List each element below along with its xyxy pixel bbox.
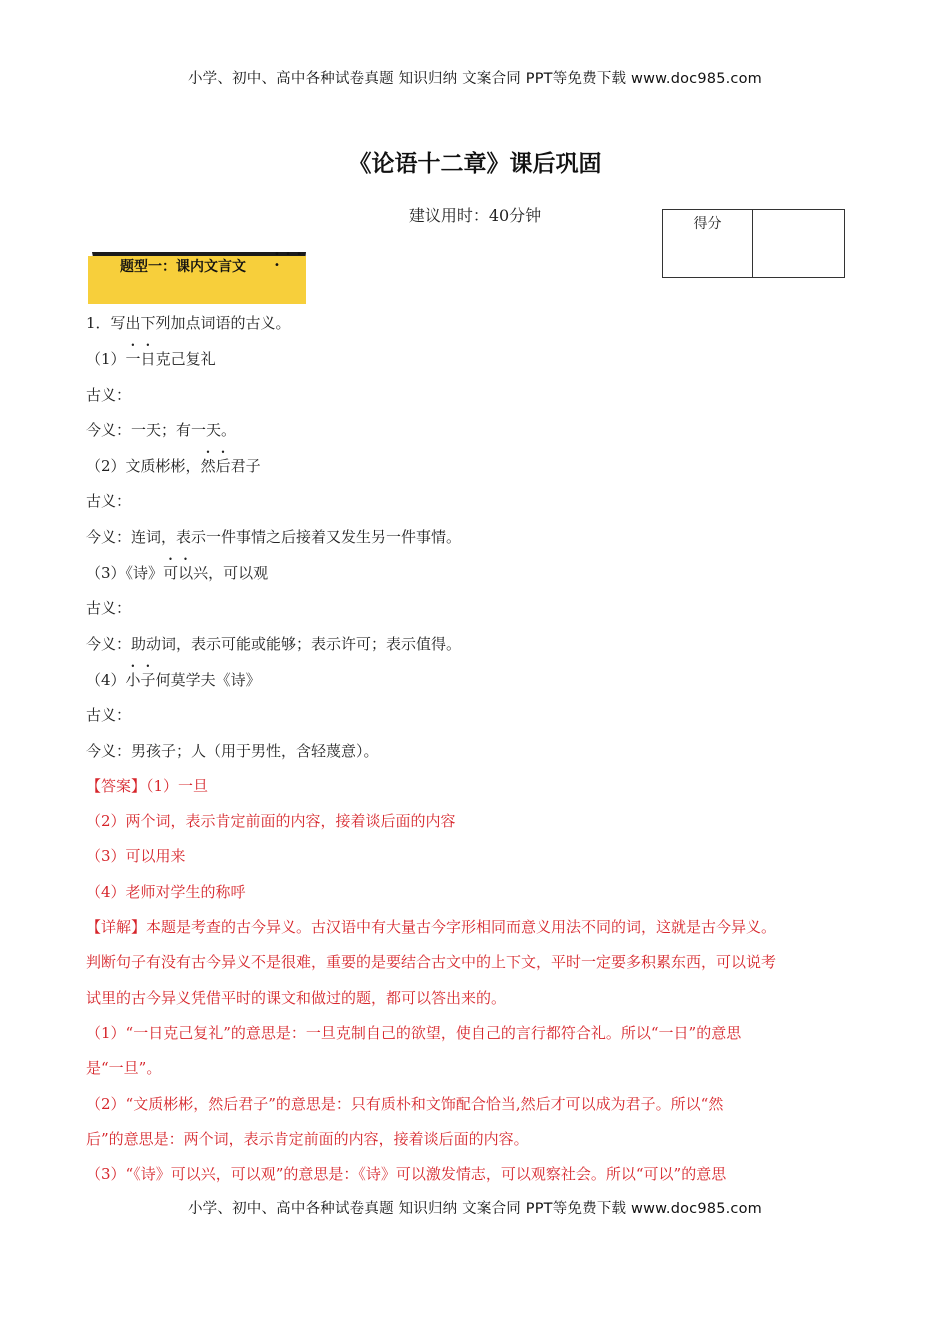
explanation-tag: 【详解】 (86, 918, 147, 937)
explanation-line: 是“一旦”。 (86, 1059, 162, 1078)
section-banner (84, 249, 310, 310)
score-box (662, 209, 845, 278)
question-item: （1）一日克己复礼 (86, 350, 216, 369)
footer-banner: 小学、初中、高中各种试卷真题 知识归纳 文案合同 PPT等免费下载 www.doc985.com (187, 1201, 763, 1217)
ancient-meaning-label: 古义： (86, 599, 132, 618)
answer-line: （4）老师对学生的称呼 (86, 882, 246, 901)
header-banner: 小学、初中、高中各种试卷真题 知识归纳 文案合同 PPT等免费下载 www.doc985.com (187, 71, 763, 87)
suggested-time: 建议用时：40分钟 (408, 206, 542, 225)
answer-line: （3）可以用来 (86, 847, 186, 866)
answer-tag: 【答案】 (86, 776, 147, 795)
ancient-meaning-label: 古义： (86, 706, 132, 725)
explanation-line: 试里的古今异义凭借平时的课文和做过的题，都可以答出来的。 (86, 988, 507, 1007)
banner-dots-decoration: • • • • (274, 249, 304, 271)
explanation-line: 【详解】本题是考查的古今异义。古汉语中有大量古今字形相同而意义用法不同的词，这就是古今异义。 (86, 918, 777, 937)
modern-meaning: 今义：连词，表示一件事情之后接着又发生另一件事情。 (86, 527, 462, 546)
dotted-word: 一日 (125, 350, 156, 369)
question-content (86, 306, 861, 1192)
question-item: （2）文质彬彬，然后君子 (86, 457, 261, 476)
explanation-line: 判断句子有没有古今异义不是很难，重要的是要结合古文中的上下文，平时一定要多积累东西，可以说考 (86, 953, 777, 972)
question-item: （4）小子何莫学夫《诗》 (86, 670, 261, 689)
modern-meaning: 今义：助动词，表示可能或能够；表示许可；表示值得。 (86, 634, 462, 653)
answer-line: 【答案】（1）一旦 (86, 776, 209, 795)
explanation-line: 后”的意思是：两个词，表示肯定前面的内容，接着谈后面的内容。 (86, 1129, 529, 1148)
explanation-line: （2）“文质彬彬，然后君子”的意思是：只有质朴和文饰配合恰当,然后才可以成为君子。所以“然 (86, 1094, 724, 1113)
dotted-word: 小子 (125, 670, 156, 689)
question-item: （3）《诗》可以兴，可以观 (86, 564, 269, 583)
dotted-word: 然后 (200, 457, 231, 476)
dotted-word: 可以 (163, 564, 194, 583)
page-title: 《论语十二章》课后巩固 (348, 151, 602, 177)
section-label: 题型一：课内文言文 (120, 259, 246, 275)
modern-meaning: 今义：一天；有一天。 (86, 420, 237, 439)
answer-line: （2）两个词，表示肯定前面的内容，接着谈后面的内容 (86, 812, 456, 831)
ancient-meaning-label: 古义： (86, 492, 132, 511)
explanation-line: （3）“《诗》可以兴，可以观”的意思是：《诗》可以激发情志，可以观察社会。所以“可以”的意思 (86, 1165, 727, 1184)
explanation-line: （1）“一日克己复礼”的意思是：一旦克制自己的欲望，使自己的言行都符合礼。所以“一日”的意思 (86, 1023, 742, 1042)
question-prompt: 1．写出下列加点词语的古义。 (86, 314, 291, 332)
modern-meaning: 今义：男孩子；人（用于男性，含轻蔑意）。 (86, 741, 379, 760)
score-value-field[interactable] (753, 210, 844, 277)
ancient-meaning-label: 古义： (86, 385, 132, 404)
score-label: 得分 (663, 210, 753, 277)
